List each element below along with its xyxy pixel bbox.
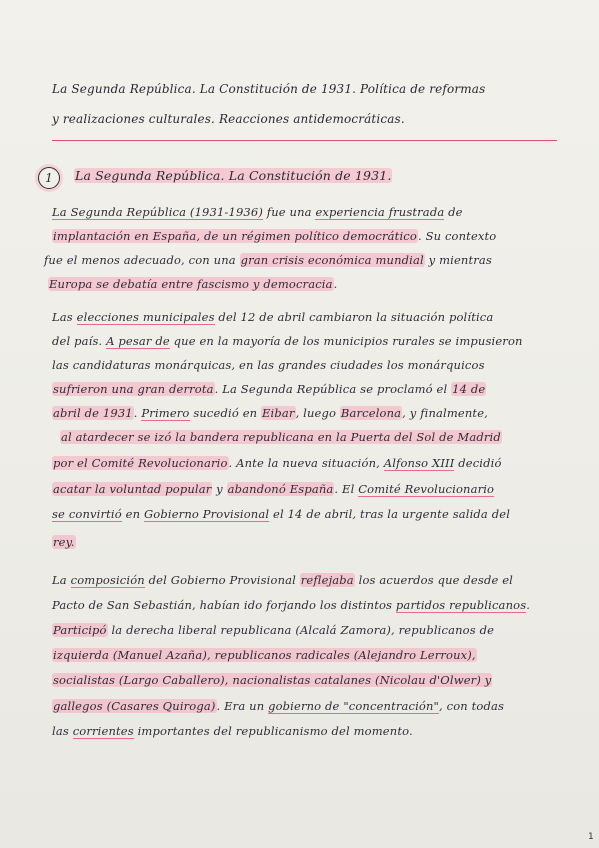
highlight-elecciones-municipales: elecciones municipales <box>76 310 215 324</box>
highlight-fascismo-democracia: Europa se debatía entre fascismo y democracia <box>49 277 333 291</box>
highlight-partidos-republicanos: partidos republicanos <box>395 598 527 612</box>
p2-line-6 <box>60 430 502 444</box>
text-span: del país. <box>52 334 107 348</box>
p3-line-1 <box>52 573 513 587</box>
text-span: . <box>333 277 338 291</box>
highlight-gran-derrota: sufrieron una gran derrota <box>53 382 214 396</box>
highlight-abandono-espana: abandonó España <box>227 482 334 496</box>
text-span: en <box>121 507 144 521</box>
text-span: . El <box>334 482 359 496</box>
p2-line-2 <box>52 334 523 348</box>
p1-line-2 <box>52 229 496 243</box>
title-divider <box>52 140 557 141</box>
p3-line-2 <box>52 598 530 612</box>
text-span: las candidaturas monárquicas, en las grandes ciudades los monárquicos <box>52 358 485 372</box>
p2-line-3 <box>52 358 485 372</box>
p3-line-6 <box>52 699 504 713</box>
section-heading <box>74 168 392 183</box>
section-number-badge: 1 <box>38 167 60 189</box>
text-span: , y finalmente, <box>402 406 488 420</box>
highlight-composicion: composición <box>70 573 145 587</box>
p3-line-4 <box>52 648 477 662</box>
highlight-comite-revolucionario-2: Comité Revolucionario <box>358 482 495 496</box>
text-span: la derecha liberal republicana (Alcalá Zamora), republicanos de <box>107 623 495 637</box>
p3-line-7 <box>52 724 413 738</box>
highlight-voluntad-popular: acatar la voluntad popular <box>53 482 212 496</box>
section-heading-text: La Segunda República. La Constitución de 1931. <box>75 168 392 183</box>
text-span: del 12 de abril cambiaron la situación política <box>214 310 494 324</box>
highlight-reflejaba: reflejaba <box>300 573 354 587</box>
text-span: Pacto de San Sebastián, habían ido forjando los distintos <box>52 598 396 612</box>
highlight-participo: Participó <box>53 623 107 637</box>
document-title-line-2: y realizaciones culturales. Reacciones antidemocráticas. <box>52 112 405 126</box>
text-span: importantes del republicanismo del momento. <box>133 724 413 738</box>
text-span: del Gobierno Provisional <box>144 573 300 587</box>
highlight-eibar: Eibar <box>262 406 295 420</box>
highlight-se-convirtio: se convirtió <box>52 507 122 521</box>
text-span: , luego <box>295 406 340 420</box>
highlight-izquierda-radicales: izquierda (Manuel Azaña), republicanos radicales (Alejandro Lerroux), <box>53 648 476 662</box>
p1-line-3 <box>44 253 492 267</box>
p2-line-1 <box>52 310 493 324</box>
text-span: fue el menos adecuado, con una <box>44 253 240 267</box>
text-span: . <box>526 598 531 612</box>
highlight-comite-revolucionario: por el Comité Revolucionario <box>53 456 228 470</box>
p3-line-3 <box>52 623 494 637</box>
highlight-rey: rey. <box>53 535 75 549</box>
p2-line-4 <box>52 382 486 396</box>
text-span: de <box>444 205 463 219</box>
highlight-primero: Primero <box>141 406 190 420</box>
page-number: 1 <box>588 832 594 842</box>
p2-line-7 <box>52 456 502 470</box>
highlight-gobierno-provisional: Gobierno Provisional <box>143 507 270 521</box>
text-span: , con todas <box>439 699 505 713</box>
highlight-segunda-republica: La Segunda República (1931-1936) <box>52 205 263 219</box>
highlight-bandera-madrid: al atardecer se izó la bandera republicana en la Puerta del Sol de Madrid <box>61 430 501 444</box>
highlight-abril-1931: abril de 1931 <box>53 406 133 420</box>
text-span: el 14 de abril, tras la urgente salida del <box>269 507 511 521</box>
text-span: . Era un <box>216 699 269 713</box>
document-title-line-1: La Segunda República. La Constitución de 1931. Política de reformas <box>52 82 486 96</box>
text-span: . <box>133 406 142 420</box>
p2-line-9 <box>52 507 510 521</box>
p2-line-10 <box>52 535 76 549</box>
p2-line-8 <box>52 482 494 496</box>
text-span: decidió <box>454 456 502 470</box>
text-span: . Su contexto <box>417 229 497 243</box>
text-span: . Ante la nueva situación, <box>228 456 384 470</box>
text-span: las <box>52 724 73 738</box>
text-span: los acuerdos que desde el <box>354 573 513 587</box>
text-span: y <box>212 482 227 496</box>
p2-line-5 <box>52 406 488 420</box>
text-span: Las <box>52 310 77 324</box>
highlight-implantacion: implantación en España, de un régimen político democrático <box>53 229 417 243</box>
p3-line-5 <box>52 673 492 687</box>
highlight-a-pesar-de: A pesar de <box>106 334 170 348</box>
text-span: La <box>52 573 71 587</box>
highlight-gallegos: gallegos (Casares Quiroga) <box>53 699 216 713</box>
highlight-crisis-economica: gran crisis económica mundial <box>240 253 424 267</box>
text-span: fue una <box>262 205 316 219</box>
text-span: sucedió en <box>189 406 262 420</box>
text-span: y mientras <box>424 253 492 267</box>
highlight-14-de: 14 de <box>452 382 486 396</box>
highlight-socialistas-catalanes: socialistas (Largo Caballero), nacionalistas catalanes (Nicolau d'Olwer) y <box>53 673 492 687</box>
highlight-alfonso-xiii: Alfonso XIII <box>383 456 455 470</box>
p1-line-4 <box>48 277 337 291</box>
highlight-gobierno-concentracion: gobierno de "concentración" <box>268 699 439 713</box>
highlight-corrientes: corrientes <box>72 724 134 738</box>
text-span: . La Segunda República se proclamó el <box>214 382 452 396</box>
p1-line-1 <box>52 205 463 219</box>
highlight-barcelona: Barcelona <box>340 406 402 420</box>
highlight-experiencia-frustrada: experiencia frustrada <box>315 205 445 219</box>
text-span: que en la mayoría de los municipios rurales se impusieron <box>169 334 523 348</box>
